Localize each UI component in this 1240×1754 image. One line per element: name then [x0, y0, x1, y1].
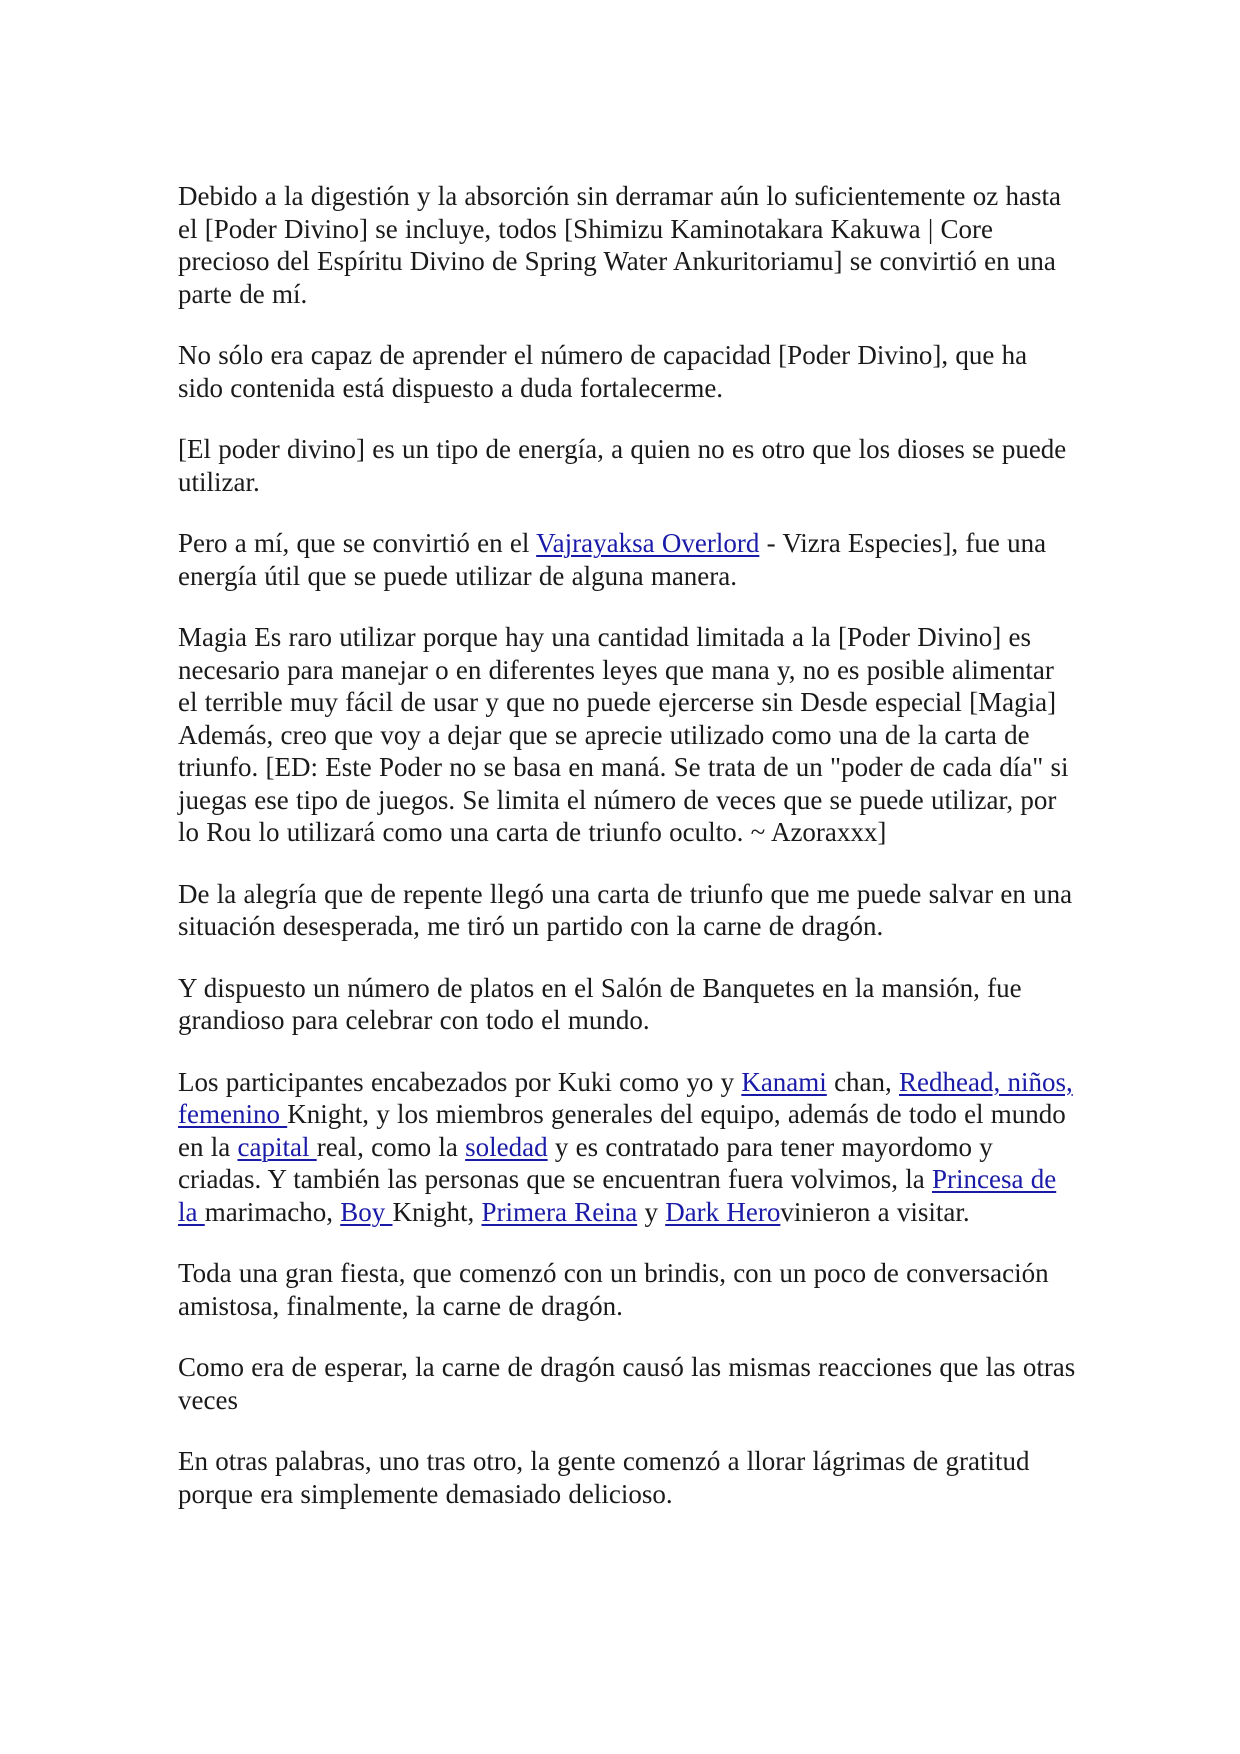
paragraph-text: Los participantes encabezados por Kuki como yo y: [178, 1066, 742, 1097]
paragraph-text: De la alegría que de repente llegó una carta de triunfo que me puede salvar en una situación desesperada, me tiró un partido con la carne de dragón.: [178, 878, 1073, 941]
paragraph-text: Debido a la digestión y la absorción sin derramar aún lo suficientemente oz hasta el [Poder Divino] se incluye, todos [Shimizu Kaminotakara Kakuwa | Core precioso del Espíritu Divino de Spring Water Ankuritoriamu] se convirtió en una parte de mí.: [178, 181, 1061, 309]
hyperlink[interactable]: Vajrayaksa Overlord: [536, 528, 760, 558]
paragraph-text: Knight, y los miembros generales del equipo, además de todo el mundo en la: [178, 1099, 1066, 1162]
paragraph-text: Pero a mí, que se convirtió en el: [178, 528, 537, 558]
paragraph-text: No sólo era capaz de aprender el número de capacidad [Poder Divino], que ha sido contenida está dispuesto a duda fortalecerme.: [178, 340, 1028, 403]
paragraph-text: vinieron a visitar.: [780, 1196, 970, 1227]
hyperlink[interactable]: soledad: [465, 1131, 548, 1162]
hyperlink[interactable]: Dark Hero: [665, 1196, 781, 1227]
paragraph: [178, 621, 1078, 849]
paragraph: [178, 180, 1078, 310]
paragraph-text: [El poder divino] es un tipo de energía, a quien no es otro que los dioses se puede utilizar.: [178, 434, 1067, 497]
paragraph-text: Magia Es raro utilizar porque hay una cantidad limitada a la [Poder Divino] es necesario para manejar o en diferentes leyes que mana y, no es posible alimentar el terrible muy fácil de usar y que no puede ejercerse sin Desde especial [Magia] Además, creo que voy a dejar que se aprecie utilizado como una de la carta de triunfo. [ED: Este Poder no se basa en maná. Se trata de un "poder de cada día" si juegas ese tipo de juegos. Se limita el número de veces que se puede utilizar, por lo Rou lo utilizará como una carta de triunfo oculto. ~ Azoraxxx]: [178, 622, 1069, 847]
paragraph: [178, 972, 1078, 1037]
paragraph-text: Y dispuesto un número de platos en el Salón de Banquetes en la mansión, fue grandioso para celebrar con todo el mundo.: [178, 972, 1022, 1035]
paragraph: [178, 339, 1078, 404]
paragraph-text: - Vizra Especies], fue una energía útil que se puede utilizar de alguna manera.: [178, 528, 1047, 591]
paragraph-text: Toda una gran fiesta, que comenzó con un brindis, con un poco de conversación amistosa, finalmente, la carne de dragón.: [178, 1258, 1049, 1321]
paragraph: [178, 527, 1078, 592]
paragraph: [178, 1351, 1078, 1416]
paragraph-text: Knight,: [392, 1196, 482, 1227]
paragraph: [178, 878, 1078, 943]
paragraph-text: chan,: [826, 1066, 900, 1097]
paragraph-text: y es contratado para tener mayordomo y criadas. Y también las personas que se encuentran fuera volvimos, la: [178, 1131, 993, 1194]
paragraph-text: y: [637, 1196, 666, 1227]
paragraph-text: Como era de esperar, la carne de dragón causó las mismas reacciones que las otras veces: [178, 1352, 1076, 1415]
paragraph: [178, 1257, 1078, 1322]
paragraph-text: real, como la: [316, 1131, 466, 1162]
hyperlink[interactable]: Princesa de la: [178, 1164, 1057, 1227]
paragraph: [178, 433, 1078, 498]
paragraph-text: marimacho,: [204, 1196, 341, 1227]
paragraph: [178, 1445, 1078, 1510]
document-body: [178, 180, 1078, 1539]
hyperlink[interactable]: Kanami: [741, 1066, 827, 1097]
hyperlink[interactable]: Redhead, niños, femenino: [178, 1066, 1073, 1129]
paragraph-text: En otras palabras, uno tras otro, la gente comenzó a llorar lágrimas de gratitud porque era simplemente demasiado delicioso.: [178, 1446, 1030, 1509]
paragraph: [178, 1066, 1078, 1229]
hyperlink[interactable]: Primera Reina: [481, 1196, 638, 1227]
hyperlink[interactable]: capital: [237, 1131, 317, 1162]
hyperlink[interactable]: Boy: [340, 1196, 393, 1227]
